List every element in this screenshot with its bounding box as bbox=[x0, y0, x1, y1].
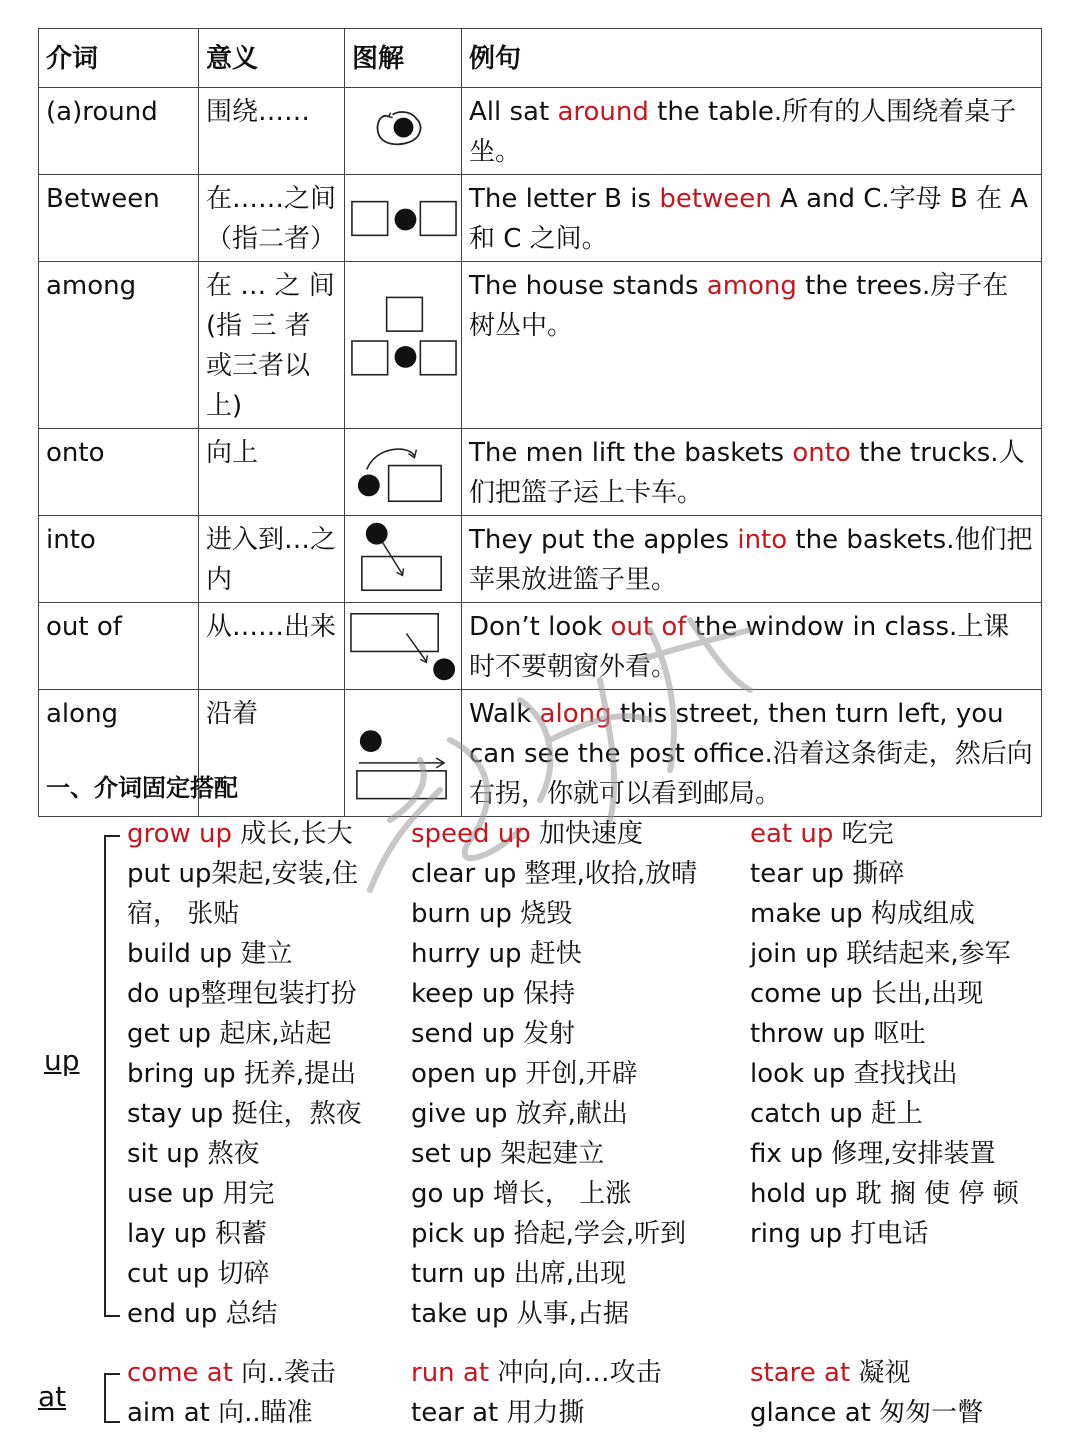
phrase-item bbox=[127, 854, 362, 894]
at-column-2 bbox=[411, 1353, 662, 1433]
phrase-meaning: 抚养,提出 bbox=[235, 1059, 357, 1089]
table-row bbox=[39, 88, 1042, 175]
phrase-meaning: 撕碎 bbox=[844, 859, 905, 889]
phrase-item bbox=[750, 894, 1035, 934]
phrase-meaning: 发射 bbox=[514, 1019, 576, 1049]
meaning-cell: 在 … 之 间 (指 三 者 或三者以上) bbox=[199, 262, 345, 429]
example-cell: They put the apples into the baskets.他们把苹果放进篮子里。 bbox=[462, 516, 1042, 603]
up-column-3 bbox=[750, 814, 1035, 1254]
phrase-item bbox=[411, 1054, 697, 1094]
phrase-meaning: 向..袭击 bbox=[232, 1358, 336, 1388]
phrase-meaning: 向..瞄准 bbox=[209, 1398, 313, 1428]
phrase-meaning: 打电话 bbox=[842, 1219, 929, 1249]
phrase-meaning: 切碎 bbox=[209, 1259, 270, 1289]
between-diagram-icon bbox=[345, 175, 462, 262]
prep-cell: among bbox=[39, 262, 199, 429]
phrase-text: come up bbox=[750, 979, 863, 1009]
phrase-item bbox=[411, 1014, 697, 1054]
at-label: at bbox=[38, 1380, 67, 1413]
phrase-item bbox=[411, 1174, 697, 1214]
prep-cell: along bbox=[39, 690, 199, 817]
phrase-text: run at bbox=[411, 1358, 490, 1388]
up-label: up bbox=[44, 1044, 80, 1077]
up-column-1 bbox=[127, 814, 362, 1334]
phrase-text: burn up bbox=[411, 899, 512, 929]
phrase-meaning: 耽 搁 使 停 顿 bbox=[847, 1179, 1019, 1209]
phrase-meaning: 挺住，熬夜 bbox=[223, 1099, 362, 1129]
phrase-text: aim at bbox=[127, 1398, 210, 1428]
phrase-item bbox=[750, 934, 1035, 974]
phrase-item bbox=[127, 1353, 336, 1393]
phrase-meaning: 从事,占据 bbox=[508, 1299, 630, 1329]
phrase-text: go up bbox=[411, 1179, 485, 1209]
example-cell: The house stands among the trees.房子在树丛中。 bbox=[462, 262, 1042, 429]
table-row bbox=[39, 262, 1042, 429]
phrase-text: fix up bbox=[750, 1139, 824, 1169]
example-cell: All sat around the table.所有的人围绕着桌子坐。 bbox=[462, 88, 1042, 175]
phrase-text: end up bbox=[127, 1299, 218, 1329]
onto-diagram-icon bbox=[345, 429, 462, 516]
example-cell: Walk along this street, then turn left, you can see the post office.沿着这条街走，然后向右拐，你就可以看到邮局。 bbox=[462, 690, 1042, 817]
meaning-cell: 向上 bbox=[199, 429, 345, 516]
phrase-meaning: 成长,长大 bbox=[232, 819, 353, 849]
phrase-text: do up bbox=[127, 979, 201, 1009]
phrase-text: ring up bbox=[750, 1219, 843, 1249]
up-bracket bbox=[104, 835, 120, 1317]
phrase-item bbox=[127, 894, 362, 934]
phrase-meaning: 放弃,献出 bbox=[507, 1099, 628, 1129]
table-row bbox=[39, 603, 1042, 690]
phrase-text: glance at bbox=[750, 1398, 871, 1428]
phrase-text: set up bbox=[411, 1139, 492, 1169]
phrase-meaning: 保持 bbox=[514, 979, 576, 1009]
phrase-text: turn up bbox=[411, 1259, 506, 1289]
phrase-meaning: 整理包装打扮 bbox=[200, 979, 357, 1009]
phrase-item bbox=[411, 814, 697, 854]
phrase-text: join up bbox=[750, 939, 839, 969]
table-row bbox=[39, 516, 1042, 603]
phrase-text: hurry up bbox=[411, 939, 522, 969]
phrase-meaning: 架起建立 bbox=[491, 1139, 605, 1169]
phrase-meaning: 赶快 bbox=[521, 939, 582, 969]
at-bracket bbox=[104, 1373, 120, 1423]
phrase-meaning: 总结 bbox=[217, 1299, 278, 1329]
phrase-meaning: 整理,收拾,放晴 bbox=[516, 859, 698, 889]
phrase-meaning: 凝视 bbox=[850, 1358, 911, 1388]
phrase-meaning: 出席,出现 bbox=[505, 1259, 627, 1289]
phrase-meaning: 加快速度 bbox=[530, 819, 644, 849]
phrase-meaning: 构成组成 bbox=[862, 899, 975, 929]
among-diagram-icon bbox=[345, 262, 462, 429]
phrase-item bbox=[127, 1094, 362, 1134]
example-cell: The letter B is between A and C.字母 B 在 A 和 C 之间。 bbox=[462, 175, 1042, 262]
phrase-item bbox=[750, 974, 1035, 1014]
phrase-text: tear up bbox=[750, 859, 845, 889]
phrase-meaning: 匆匆一瞥 bbox=[870, 1398, 984, 1428]
phrase-item bbox=[127, 1174, 362, 1214]
meaning-cell: 进入到…之内 bbox=[199, 516, 345, 603]
phrase-meaning: 架起,安装,住 bbox=[211, 859, 358, 889]
up-column-2 bbox=[411, 814, 697, 1334]
example-cell: The men lift the baskets onto the trucks.人们把篮子运上卡车。 bbox=[462, 429, 1042, 516]
phrase-text: open up bbox=[411, 1059, 518, 1089]
example-keyword: around bbox=[557, 97, 649, 127]
header-example: 例句 bbox=[462, 29, 1042, 88]
phrase-item bbox=[750, 1054, 1035, 1094]
example-keyword: among bbox=[706, 271, 797, 301]
phrase-item bbox=[127, 1393, 336, 1433]
phrase-text: pick up bbox=[411, 1219, 506, 1249]
into-diagram-icon bbox=[345, 516, 462, 603]
phrase-text: give up bbox=[411, 1099, 508, 1129]
example-keyword: along bbox=[539, 699, 612, 729]
phrase-meaning: 修理,安排装置 bbox=[823, 1139, 996, 1169]
phrase-text: get up bbox=[127, 1019, 211, 1049]
phrase-meaning: 呕吐 bbox=[865, 1019, 926, 1049]
phrase-item bbox=[411, 854, 697, 894]
phrase-item bbox=[127, 1014, 362, 1054]
phrase-item bbox=[750, 1214, 1035, 1254]
phrase-text: make up bbox=[750, 899, 863, 929]
out-of-diagram-icon bbox=[345, 603, 462, 690]
phrase-text: grow up bbox=[127, 819, 233, 849]
phrase-text: build up bbox=[127, 939, 233, 969]
phrase-item bbox=[750, 854, 1035, 894]
phrase-item bbox=[411, 1254, 697, 1294]
phrase-item bbox=[127, 1054, 362, 1094]
around-diagram-icon bbox=[345, 88, 462, 175]
phrase-item bbox=[750, 1014, 1035, 1054]
phrase-item bbox=[127, 1214, 362, 1254]
preposition-table bbox=[38, 28, 1042, 817]
phrase-meaning: 积蓄 bbox=[206, 1219, 268, 1249]
phrase-item bbox=[127, 934, 362, 974]
phrase-text: speed up bbox=[411, 819, 531, 849]
phrase-meaning: 烧毁 bbox=[511, 899, 573, 929]
prep-cell: Between bbox=[39, 175, 199, 262]
phrase-text: eat up bbox=[750, 819, 834, 849]
phrase-meaning: 拾起,学会,听到 bbox=[505, 1219, 687, 1249]
phrase-meaning: 赶上 bbox=[862, 1099, 923, 1129]
prep-cell: onto bbox=[39, 429, 199, 516]
phrase-item bbox=[127, 974, 362, 1014]
phrase-meaning: 吃完 bbox=[833, 819, 894, 849]
phrase-item bbox=[411, 1353, 662, 1393]
phrase-text: come at bbox=[127, 1358, 233, 1388]
phrase-text: stay up bbox=[127, 1099, 224, 1129]
prep-cell: (a)round bbox=[39, 88, 199, 175]
phrase-item bbox=[750, 1134, 1035, 1174]
phrase-meaning: 增长， 上涨 bbox=[484, 1179, 632, 1209]
phrase-item bbox=[127, 1294, 362, 1334]
table-header-row bbox=[39, 29, 1042, 88]
phrase-item bbox=[750, 814, 1035, 854]
header-meaning: 意义 bbox=[199, 29, 345, 88]
phrase-item bbox=[411, 974, 697, 1014]
phrase-item bbox=[127, 814, 362, 854]
prep-cell: into bbox=[39, 516, 199, 603]
phrase-meaning: 联结起来,参军 bbox=[838, 939, 1011, 969]
example-keyword: onto bbox=[792, 438, 851, 468]
phrase-item bbox=[411, 1393, 662, 1433]
header-preposition: 介词 bbox=[39, 29, 199, 88]
meaning-cell: 从……出来 bbox=[199, 603, 345, 690]
along-diagram-icon bbox=[345, 690, 462, 817]
phrase-text: send up bbox=[411, 1019, 515, 1049]
section-title: 一、介词固定搭配 bbox=[46, 774, 238, 802]
phrase-text: stare at bbox=[750, 1358, 851, 1388]
example-keyword: into bbox=[737, 525, 788, 555]
table-row bbox=[39, 429, 1042, 516]
phrase-meaning: 查找找出 bbox=[845, 1059, 958, 1089]
phrase-text: bring up bbox=[127, 1059, 236, 1089]
phrase-item bbox=[411, 1094, 697, 1134]
phrase-text: catch up bbox=[750, 1099, 863, 1129]
phrase-meaning: 开创,开辟 bbox=[517, 1059, 638, 1089]
phrase-text: cut up bbox=[127, 1259, 210, 1289]
phrase-item bbox=[750, 1393, 983, 1433]
phrase-text: keep up bbox=[411, 979, 515, 1009]
phrase-item bbox=[411, 1134, 697, 1174]
phrase-text: put up bbox=[127, 859, 212, 889]
at-column-3 bbox=[750, 1353, 983, 1433]
prep-cell: out of bbox=[39, 603, 199, 690]
phrase-meaning: 长出,出现 bbox=[862, 979, 984, 1009]
example-keyword: between bbox=[659, 184, 772, 214]
phrase-text: look up bbox=[750, 1059, 846, 1089]
at-column-1 bbox=[127, 1353, 336, 1433]
phrase-text: sit up bbox=[127, 1139, 200, 1169]
phrase-text: throw up bbox=[750, 1019, 866, 1049]
phrase-meaning: 用力撕 bbox=[498, 1398, 585, 1428]
phrase-meaning: 用完 bbox=[214, 1179, 275, 1209]
phrase-text: hold up bbox=[750, 1179, 848, 1209]
phrase-text: use up bbox=[127, 1179, 215, 1209]
phrase-text: tear at bbox=[411, 1398, 499, 1428]
phrase-item bbox=[750, 1094, 1035, 1134]
phrase-item bbox=[127, 1134, 362, 1174]
phrase-text: lay up bbox=[127, 1219, 207, 1249]
phrase-meaning: 熬夜 bbox=[199, 1139, 260, 1169]
phrase-text: clear up bbox=[411, 859, 517, 889]
phrase-item bbox=[411, 1214, 697, 1254]
phrase-item bbox=[750, 1353, 983, 1393]
meaning-cell: 围绕…… bbox=[199, 88, 345, 175]
phrase-item bbox=[411, 934, 697, 974]
phrase-item bbox=[411, 1294, 697, 1334]
phrase-meaning: 起床,站起 bbox=[210, 1019, 332, 1049]
phrase-item bbox=[750, 1174, 1035, 1214]
phrase-text: take up bbox=[411, 1299, 509, 1329]
phrase-meaning: 建立 bbox=[232, 939, 293, 969]
header-diagram: 图解 bbox=[345, 29, 462, 88]
phrase-meaning: 冲向,向…攻击 bbox=[489, 1358, 662, 1388]
table-row bbox=[39, 175, 1042, 262]
phrase-item bbox=[411, 894, 697, 934]
example-cell: Don’t look out of the window in class.上课时不要朝窗外看。 bbox=[462, 603, 1042, 690]
meaning-cell: 在……之间（指二者） bbox=[199, 175, 345, 262]
phrase-item bbox=[127, 1254, 362, 1294]
phrase-meaning: 宿， 张贴 bbox=[127, 899, 240, 929]
meaning-cell: 沿着 bbox=[199, 690, 345, 817]
example-keyword: out of bbox=[610, 612, 687, 642]
